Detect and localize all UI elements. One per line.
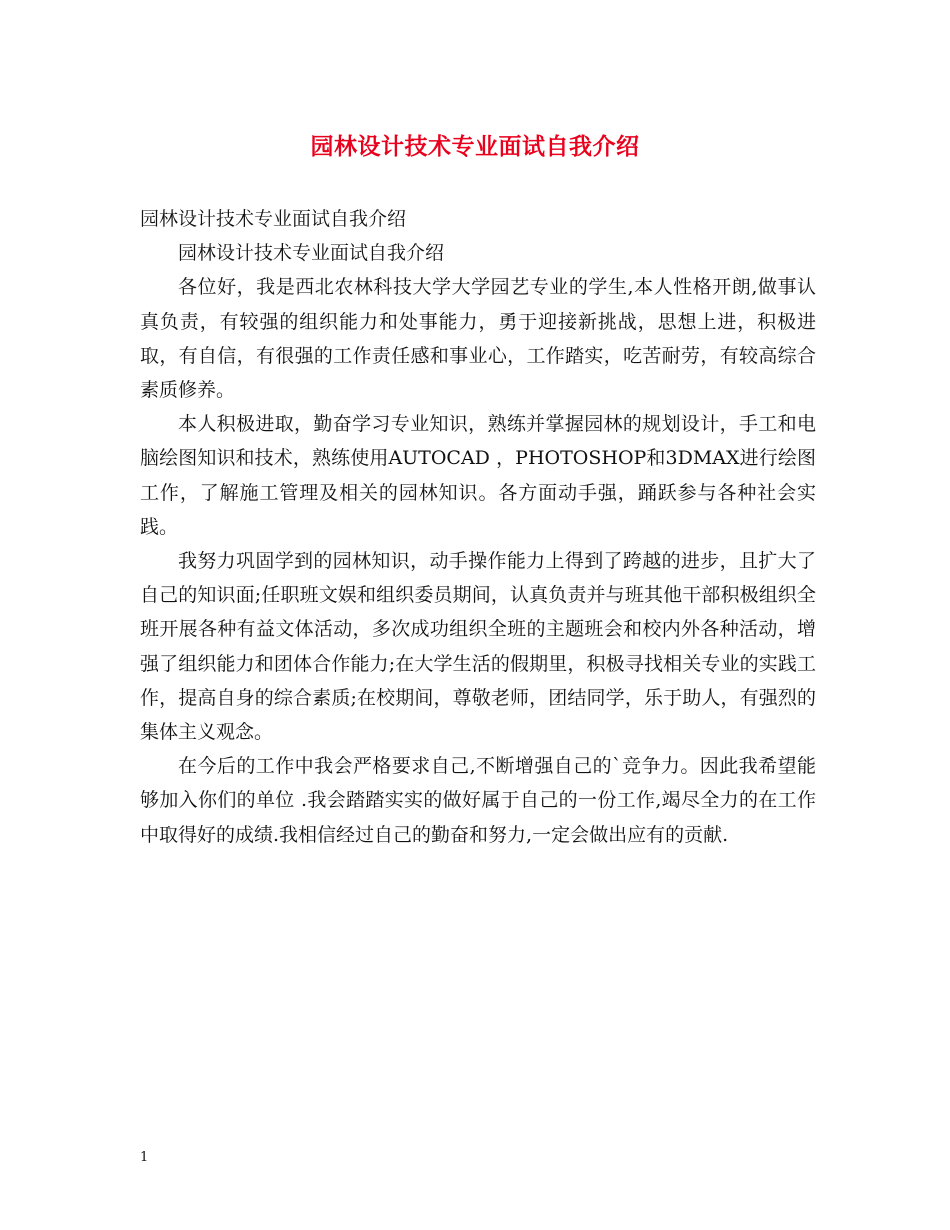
page-number: 1 <box>140 1150 149 1165</box>
paragraph-closing: 在今后的工作中我会严格要求自己,不断增强自己的`竞争力。因此我希望能够加入你们的单位 .我会踏踏实实的做好属于自己的一份工作,竭尽全力的在工作中取得好的成绩.我相信经过自己的勤奋和努力,一定会做出应有的贡献. <box>140 755 816 846</box>
paragraph-experience: 我努力巩固学到的园林知识，动手操作能力上得到了跨越的进步，且扩大了自己的知识面;任职班文娱和组织委员期间，认真负责并与班其他干部积极组织全班开展各种有益文体活动，多次成功组织全班的主题班会和校内外各种活动，增强了组织能力和团体合作能力;在大学生活的假期里，积极寻找相关专业的实践工作，提高自身的综合素质;在校期间，尊敬老师，团结同学，乐于助人，有强烈的集体主义观念。 <box>140 550 816 744</box>
page-title: 园林设计技术专业面试自我介绍 <box>310 134 640 160</box>
body-heading: 园林设计技术专业面试自我介绍 <box>140 208 407 230</box>
paragraph-skills: 本人积极进取，勤奋学习专业知识，熟练并掌握园林的规划设计，手工和电脑绘图知识和技术，熟练使用AUTOCAD ，PHOTOSHOP和3DMAX进行绘图工作，了解施工管理及相关的园林知识。各方面动手强，踊跃参与各种社会实践。 <box>140 413 816 538</box>
body-subheading: 园林设计技术专业面试自我介绍 <box>178 242 445 265</box>
paragraph-intro: 各位好，我是西北农林科技大学大学园艺专业的学生,本人性格开朗,做事认真负责，有较强的组织能力和处事能力，勇于迎接新挑战，思想上进，积极进取，有自信，有很强的工作责任感和事业心，工作踏实，吃苦耐劳，有较高综合素质修养。 <box>140 276 816 402</box>
document-body <box>140 202 816 852</box>
